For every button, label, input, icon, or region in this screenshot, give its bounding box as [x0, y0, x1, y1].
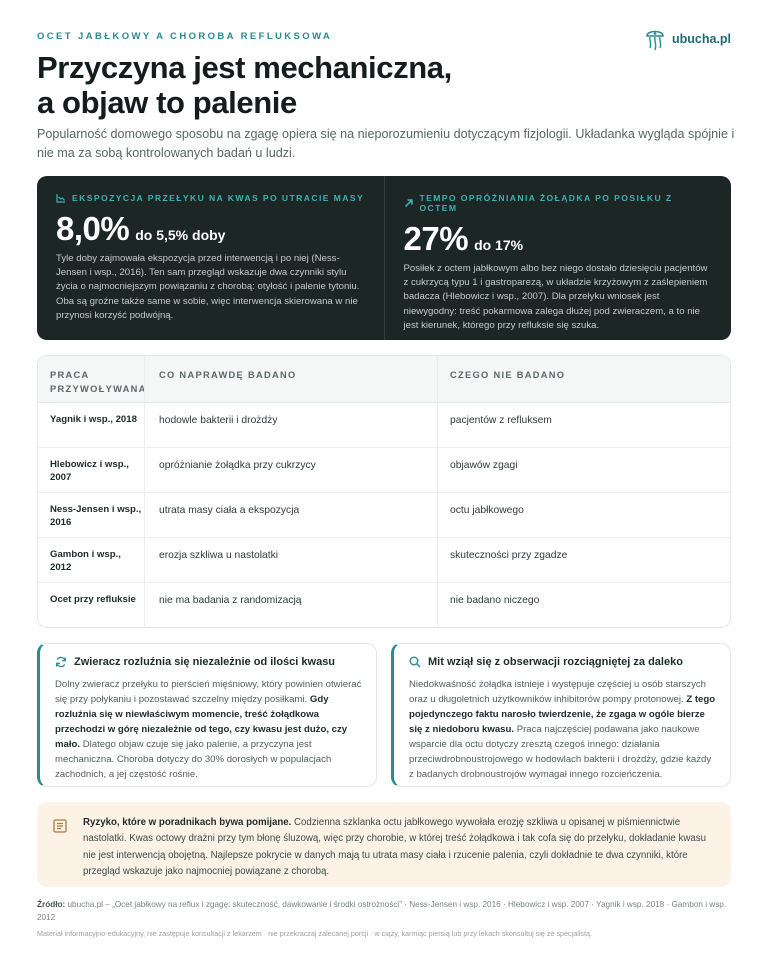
card-title: [55, 656, 362, 668]
card-body: Dolny zwieracz przełyku to pierścień mięśniowy, który powinien otwierać się przy połykaniu i pozostawać szczelny między posiłkami. Gdy rozluźnia się w niewłaściwym momencie, treść żołądkowa przechodzi w górę niezależnie od tego, czy kwasu jest dużo, czy mało. Dlatego objaw czuje się jako palenie, a przyczyna jest mechaniczna. Choroba dotyczy do 30% dorosłych w populacjach zachodnich, a jej częstość rośnie.: [55, 679, 362, 780]
lead-paragraph: Popularność domowego sposobu na zgagę opiera się na nieporozumieniu dotyczącym fizjologii. Układanka wygląda spójnie i nie ma za sobą kontrolowanych badań u ludzi.: [37, 127, 735, 160]
table-row: [38, 538, 730, 583]
column-header: CZEGO NIE BADANO: [437, 356, 730, 402]
stats-panel: [37, 176, 731, 340]
trend-down-icon: [56, 193, 66, 203]
table-cell-study: Ness-Jensen i wsp., 2016: [50, 504, 142, 528]
search-icon: [409, 656, 421, 668]
table-cell-not-studied: pacjentów z refluksem: [437, 403, 730, 447]
stat-label: [56, 193, 366, 203]
stat-label: [404, 193, 714, 213]
stat-value: 27%: [403, 220, 469, 257]
table-cell-studied: hodowle bakterii i drożdży: [144, 403, 437, 447]
table-cell-not-studied: octu jabłkowego: [437, 493, 730, 537]
studies-table: [37, 355, 731, 628]
table-cell-studied: erozja szkliwa u nastolatki: [144, 538, 437, 582]
arrow-icon: [404, 198, 414, 208]
disclaimer: Materiał informacyjno-edukacyjny, nie zastępuje konsultacji z lekarzem · nie przekraczaj zalecanej porcji · w ciąży, karmiąc piersią lub przy lekach skonsultuj się ze specjalistą.: [37, 929, 592, 938]
column-header: PRACA PRZYWOŁYWANA: [50, 370, 147, 394]
table-cell-studied: utrata masy ciała a ekspozycja: [144, 493, 437, 537]
page-title: [37, 50, 637, 120]
info-card-myth: [391, 643, 731, 787]
stat-label-text: EKSPOZYCJA PRZEŁYKU NA KWAS PO UTRACIE MASY: [72, 193, 365, 203]
stat-card-acid-exposure: [37, 176, 384, 340]
table-row: [38, 583, 730, 628]
table-cell-not-studied: skuteczności przy zgadze: [437, 538, 730, 582]
stat-description: Posiłek z octem jabłkowym albo bez niego dostało dziesięciu pacjentów z cukrzycą typu 1 i gastroparezą, w układzie krzyżowym z zaślepieniem badacza (Hlebowicz i wsp., 2007). Dla przełyku wniosek jest niewygodny: treść pokarmowa zalega dłużej pod zwieraczem, a to nie jest kierunek, którego przy refluksie się szuka.: [403, 263, 708, 331]
table-row: [38, 403, 730, 448]
table-header: [38, 356, 730, 403]
card-title-text: Zwieracz rozluźnia się niezależnie od ilości kwasu: [74, 656, 336, 668]
card-title: [409, 656, 716, 668]
table-cell-study: Yagnik i wsp., 2018: [50, 414, 137, 425]
risk-callout: [37, 802, 731, 887]
stat-label-text: TEMPO OPRÓŻNIANIA ŻOŁĄDKA PO POSIŁKU Z OCTEM: [419, 193, 673, 213]
table-cell-study: Ocet przy refluksie: [50, 594, 136, 605]
table-cell-study: Gambon i wsp., 2012: [50, 549, 121, 573]
info-card-sphincter: [37, 643, 377, 787]
brand-name: ubucha.pl: [671, 32, 731, 46]
document-icon: [53, 819, 67, 833]
risk-text: Ryzyko, które w poradnikach bywa pomijane. Codzienna szklanka octu jabłkowego wywołała erozję szkliwa u opisanej w piśmiennictwie nastolatki. Kwas octowy drażni przy tym błonę śluzową, więc przy chorobie, w której treść żołądkowa i tak cofa się do przełyku, dokładanie kwasu nie jest interwencją obojętną. Najlepsze pokrycie w danych mają tu utrata masy ciała i rzucenie palenia, czyli dokładnie te dwa czynniki, które przegląd wskazuje jako najmocniej powiązane z chorobą.: [83, 817, 706, 878]
table-cell-studied: opróżnianie żołądka przy cukrzycy: [144, 448, 437, 492]
stat-description: Tyle doby zajmowała ekspozycja przed interwencją i po niej (Ness-Jensen i wsp., 2016). Ten sam przegląd wskazuje dwa czynniki stylu życia o najmocniejszym powiązaniu z chorobą: otyłość i palenie tytoniu. Oba są groźne także same w sobie, więc interwencja skierowana w nie przynosi korzyść podwójną.: [56, 253, 360, 321]
column-header: CO NAPRAWDĘ BADANO: [144, 356, 437, 402]
stat-subvalue: do 17%: [474, 237, 524, 253]
stat-value: 8,0%: [56, 210, 130, 247]
table-row: [38, 448, 730, 493]
refresh-icon: [55, 656, 67, 668]
title-line-1: Przyczyna jest mechaniczna,: [37, 50, 452, 85]
eyebrow: OCET JABŁKOWY A CHOROBA REFLUKSOWA: [37, 31, 333, 42]
table-cell-not-studied: objawów zgagi: [437, 448, 730, 492]
table-cell-not-studied: nie badano niczego: [437, 583, 730, 628]
card-body: Niedokwaśność żołądka istnieje i występuje częściej u osób starszych oraz u długoletnich użytkowników inhibitorów pompy protonowej. Z tego pojedynczego faktu narosło twierdzenie, że zgaga w ogóle bierze się z niedoboru kwasu. Praca najczęściej podawana jako naukowe wsparcie dla octu dotyczy zresztą czegoś innego: działania przeciwdrobnoustrojowego w hodowlach bakterii i drożdży, gdzie każdy z badanych drobnoustrojów wymagał innego rozcieńczenia.: [409, 679, 716, 780]
jellyfish-logo-icon: [644, 26, 666, 52]
title-line-2: a objaw to palenie: [37, 85, 297, 120]
card-title-text: Mit wziął się z obserwacji rozciągniętej za daleko: [428, 656, 683, 668]
table-cell-studied: nie ma badania z randomizacją: [144, 583, 437, 628]
table-cell-study: Hlebowicz i wsp., 2007: [50, 459, 129, 483]
brand[interactable]: [644, 26, 731, 52]
table-row: [38, 493, 730, 538]
source-citation: Źródło: ubucha.pl – „Ocet jabłkowy na reflux i zgagę: skuteczność, dawkowanie i środki ostrożności” · Ness-Jensen i wsp. 2016 · Hlebowicz i wsp. 2007 · Yagnik i wsp. 2018 · Gambon i wsp. 2012: [37, 900, 727, 922]
stat-card-gastric-emptying: [384, 176, 732, 340]
stat-subvalue: do 5,5% doby: [135, 227, 226, 243]
